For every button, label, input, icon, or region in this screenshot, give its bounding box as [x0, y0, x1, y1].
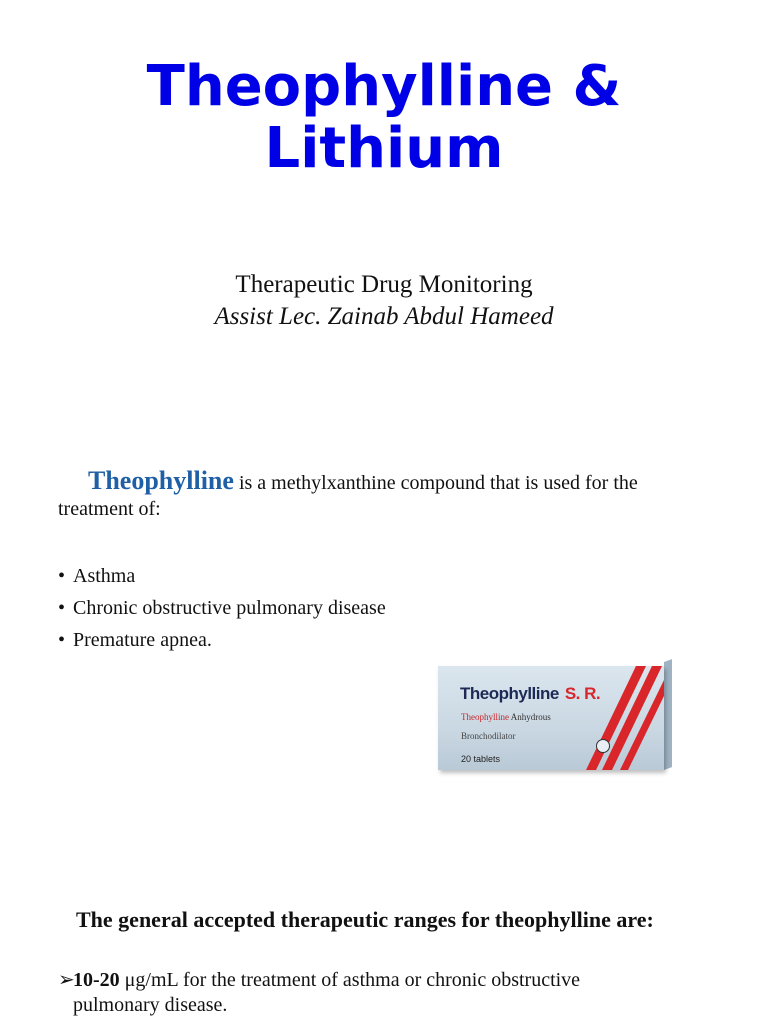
- bullet-icon: •: [58, 565, 66, 587]
- subtitle: Therapeutic Drug Monitoring: [235, 271, 533, 298]
- list-item-text: Chronic obstructive pulmonary disease: [73, 597, 386, 619]
- product-sub-text: Anhydrous: [510, 712, 551, 722]
- product-brand-suffix: S. R.: [564, 684, 601, 703]
- product-sub-red: Theophylline: [461, 712, 509, 722]
- ranges-heading: The general accepted therapeutic ranges for theophylline are:: [76, 907, 654, 932]
- product-box-image: [438, 662, 672, 774]
- title-line-1: Theophylline &: [146, 54, 622, 119]
- list-item-text: Asthma: [73, 565, 136, 587]
- list-item-text: Premature apnea.: [73, 629, 212, 651]
- indication-list: [58, 562, 386, 658]
- bullet-icon: •: [58, 629, 66, 651]
- range-item: [58, 968, 708, 1018]
- range-text-line2: pulmonary disease.: [73, 994, 228, 1016]
- list-item: [58, 594, 386, 626]
- product-box-side: [664, 659, 672, 770]
- arrow-bullet-icon: ➢: [58, 969, 75, 991]
- author: Assist Lec. Zainab Abdul Hameed: [214, 303, 554, 330]
- page-title: [0, 56, 768, 180]
- product-brand: [460, 684, 600, 704]
- bullet-icon: •: [58, 597, 66, 619]
- product-category: Bronchodilator: [461, 731, 516, 741]
- title-line-2: Lithium: [264, 116, 504, 181]
- intro-text: is a methylxanthine compound that is used for the treatment of:: [58, 472, 638, 520]
- range-value: 10-20: [73, 969, 120, 991]
- product-count: 20 tablets: [461, 754, 501, 764]
- intro-paragraph: [58, 468, 718, 522]
- product-brand-name: Theophylline: [460, 684, 559, 703]
- product-box-face: [438, 666, 664, 770]
- range-text-line1: μg/mL for the treatment of asthma or chronic obstructive: [119, 969, 581, 991]
- list-item: [58, 562, 386, 594]
- intro-term: Theophylline: [88, 466, 234, 495]
- manufacturer-logo-icon: [596, 739, 610, 753]
- red-stripes-icon: [574, 666, 664, 770]
- list-item: [58, 626, 386, 658]
- product-subtitle: [461, 712, 551, 722]
